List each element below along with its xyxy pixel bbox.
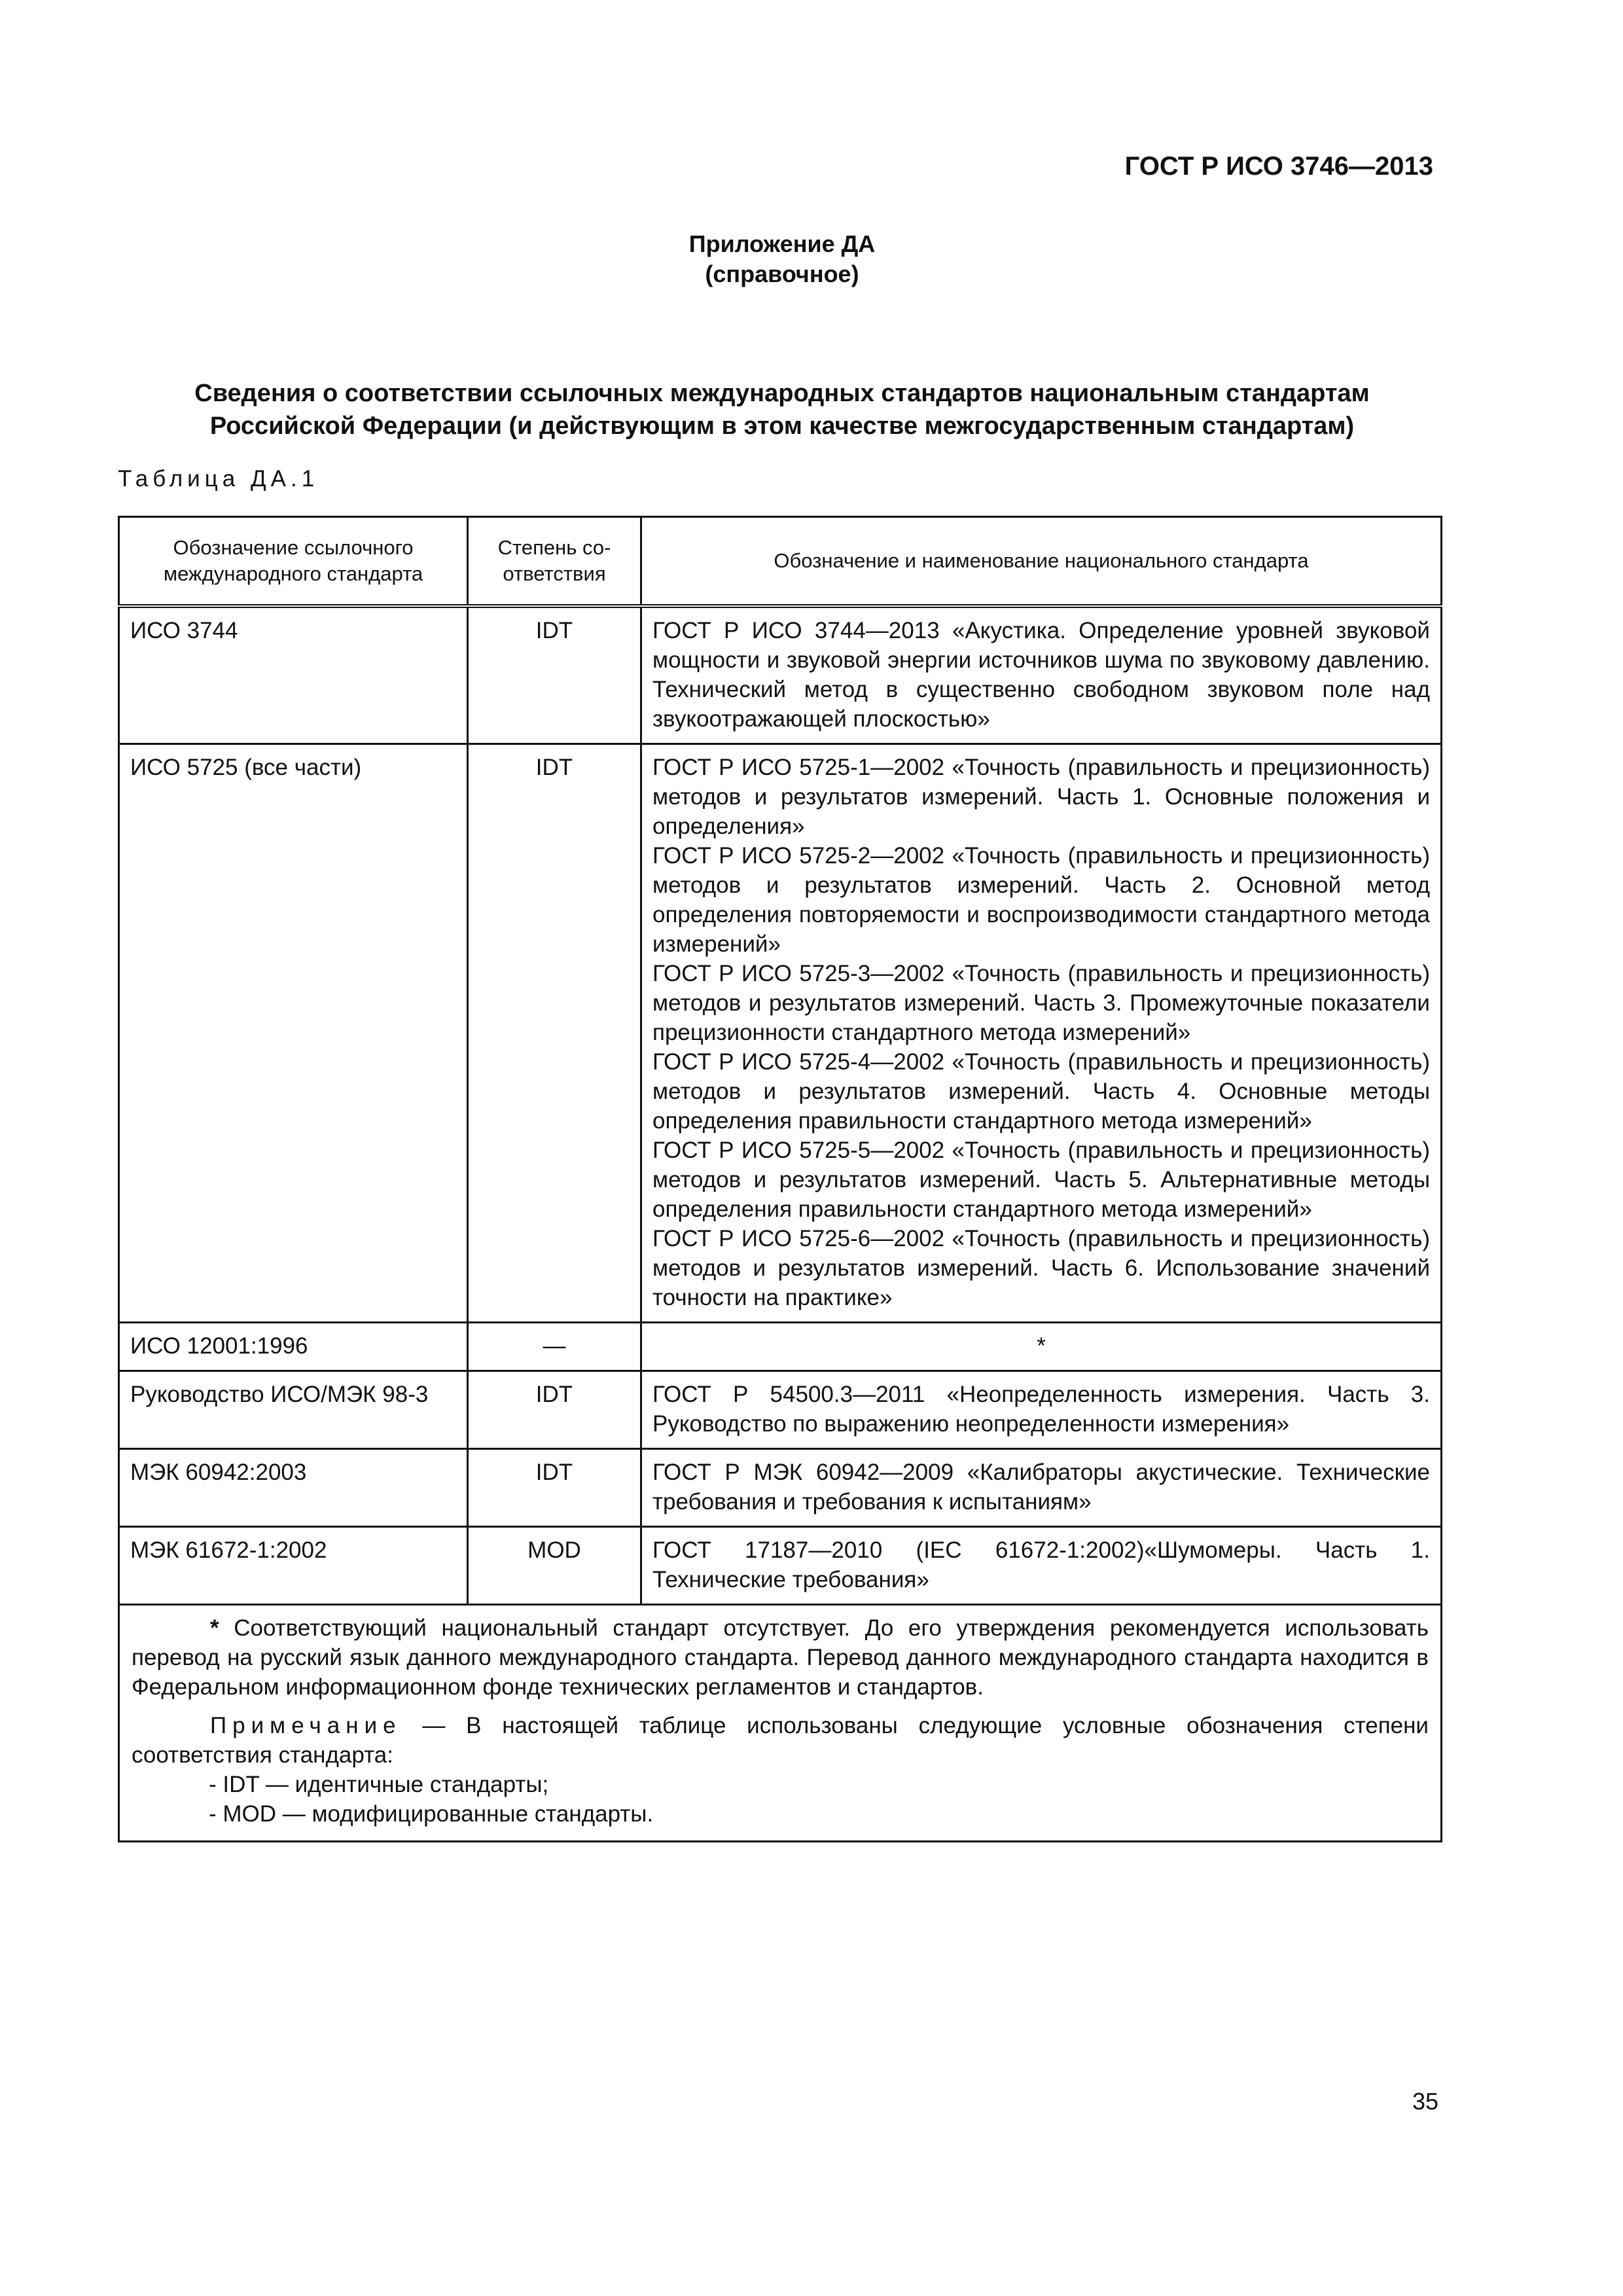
cell-ref: ИСО 12001:1996 [119,1323,468,1371]
table-header-row [119,517,1442,607]
national-standard-entry: ГОСТ Р ИСО 5725-2—2002 «Точность (правильность и прецизионность) методов и результатов измерений. Часть 2. Основной метод определения повторяемости и воспроизводимости стандартного метода измерений» [652,843,1430,957]
main-title-line-2: Российской Федерации (и действующим в этом качестве межгосударственным стандартам) [209,412,1355,440]
table-footnote-cell [119,1605,1442,1842]
cell-national [641,1449,1442,1527]
header-international-standard: Обозначение ссылочного международного стандарта [119,517,468,607]
note-list-item: - IDT — идентичные стандарты; [209,1772,549,1797]
cell-national [641,1527,1442,1605]
national-standard-entry: ГОСТ Р ИСО 3744—2013 «Акустика. Определение уровней звуковой мощности и звуковой энергии источников шума по звуковому давлению. Технический метод в существенно свободном звуковом поле над звукоотражающей плоскостью» [652,618,1430,732]
table-row [119,744,1442,1323]
cell-ref: Руководство ИСО/МЭК 98-3 [119,1371,468,1449]
cell-national [641,1371,1442,1449]
national-standard-entry: ГОСТ Р ИСО 5725-1—2002 «Точность (правильность и прецизионность) методов и результатов измерений. Часть 1. Основные положения и определения» [652,755,1430,839]
cell-degree: IDT [468,1371,641,1449]
table-footnote-row [119,1605,1442,1842]
header-degree: Степень со-ответствия [468,517,641,607]
cell-national [641,1323,1442,1371]
note [132,1711,1429,1770]
table-row [119,1323,1442,1371]
document-code: ГОСТ Р ИСО 3746—2013 [1124,152,1433,181]
cell-ref: ИСО 3744 [119,606,468,744]
note-label: Примечание [210,1713,402,1738]
footnote-text: Соответствующий национальный стандарт отсутствует. До его утверждения рекомендуется использовать перевод на русский язык данного международного стандарта. Перевод данного международного стандарта находится в Федеральном информационном фонде технических регламентов и стандартов. [132,1615,1429,1700]
appendix-title: Приложение ДА [688,230,876,257]
cell-ref: МЭК 60942:2003 [119,1449,468,1527]
cell-ref: МЭК 61672-1:2002 [119,1527,468,1605]
cell-degree: IDT [468,606,641,744]
standards-table [118,516,1442,1842]
national-standard-entry: ГОСТ Р 54500.3—2011 «Неопределенность измерения. Часть 3. Руководство по выражению неопределенности измерения» [652,1382,1430,1437]
note-text: — В настоящей таблице использованы следующие условные обозначения степени соответствия стандарта: [132,1713,1429,1768]
national-standard-entry: ГОСТ Р МЭК 60942—2009 «Калибраторы акустические. Технические требования и требования к испытаниям» [652,1460,1430,1515]
header-national-standard: Обозначение и наименование национального стандарта [641,517,1442,607]
cell-degree: MOD [468,1527,641,1605]
cell-national [641,744,1442,1323]
table-row [119,1371,1442,1449]
cell-ref: ИСО 5725 (все части) [119,744,468,1323]
main-title-line-1: Сведения о соответствии ссылочных международных стандартов национальным стандартам [194,380,1370,407]
appendix-heading [0,229,1564,289]
cell-degree: IDT [468,1449,641,1527]
national-standard-entry: ГОСТ 17187—2010 (IEC 61672-1:2002)«Шумомеры. Часть 1. Технические требования» [652,1537,1430,1592]
page-number: 35 [1412,2088,1438,2115]
table-row [119,1527,1442,1605]
national-standard-entry: ГОСТ Р ИСО 5725-5—2002 «Точность (правильность и прецизионность) методов и результатов измерений. Часть 5. Альтернативные методы определения правильности стандартного метода измерений» [652,1138,1430,1222]
table-row [119,606,1442,744]
national-standard-entry: ГОСТ Р ИСО 5725-3—2002 «Точность (правильность и прецизионность) методов и результатов измерений. Часть 3. Промежуточные показатели прецизионности стандартного метода измерений» [652,961,1430,1045]
note-list-item: - MOD — модифицированные стандарты. [209,1801,654,1827]
standards-table-container [118,516,1440,1842]
footnote [132,1613,1429,1702]
national-standard-entry: ГОСТ Р ИСО 5725-6—2002 «Точность (правильность и прецизионность) методов и результатов измерений. Часть 6. Использование значений точности на практике» [652,1226,1430,1310]
table-label: Таблица ДА.1 [118,466,319,492]
main-title [118,377,1446,442]
table-row [119,1449,1442,1527]
national-standard-entry: ГОСТ Р ИСО 5725-4—2002 «Точность (правильность и прецизионность) методов и результатов измерений. Часть 4. Основные методы определения правильности стандартного метода измерений» [652,1049,1430,1134]
cell-degree: — [468,1323,641,1371]
footnote-mark: * [210,1615,219,1641]
cell-degree: IDT [468,744,641,1323]
cell-national [641,606,1442,744]
appendix-subtitle: (справочное) [705,260,859,287]
national-standard-entry: * [1037,1333,1046,1359]
